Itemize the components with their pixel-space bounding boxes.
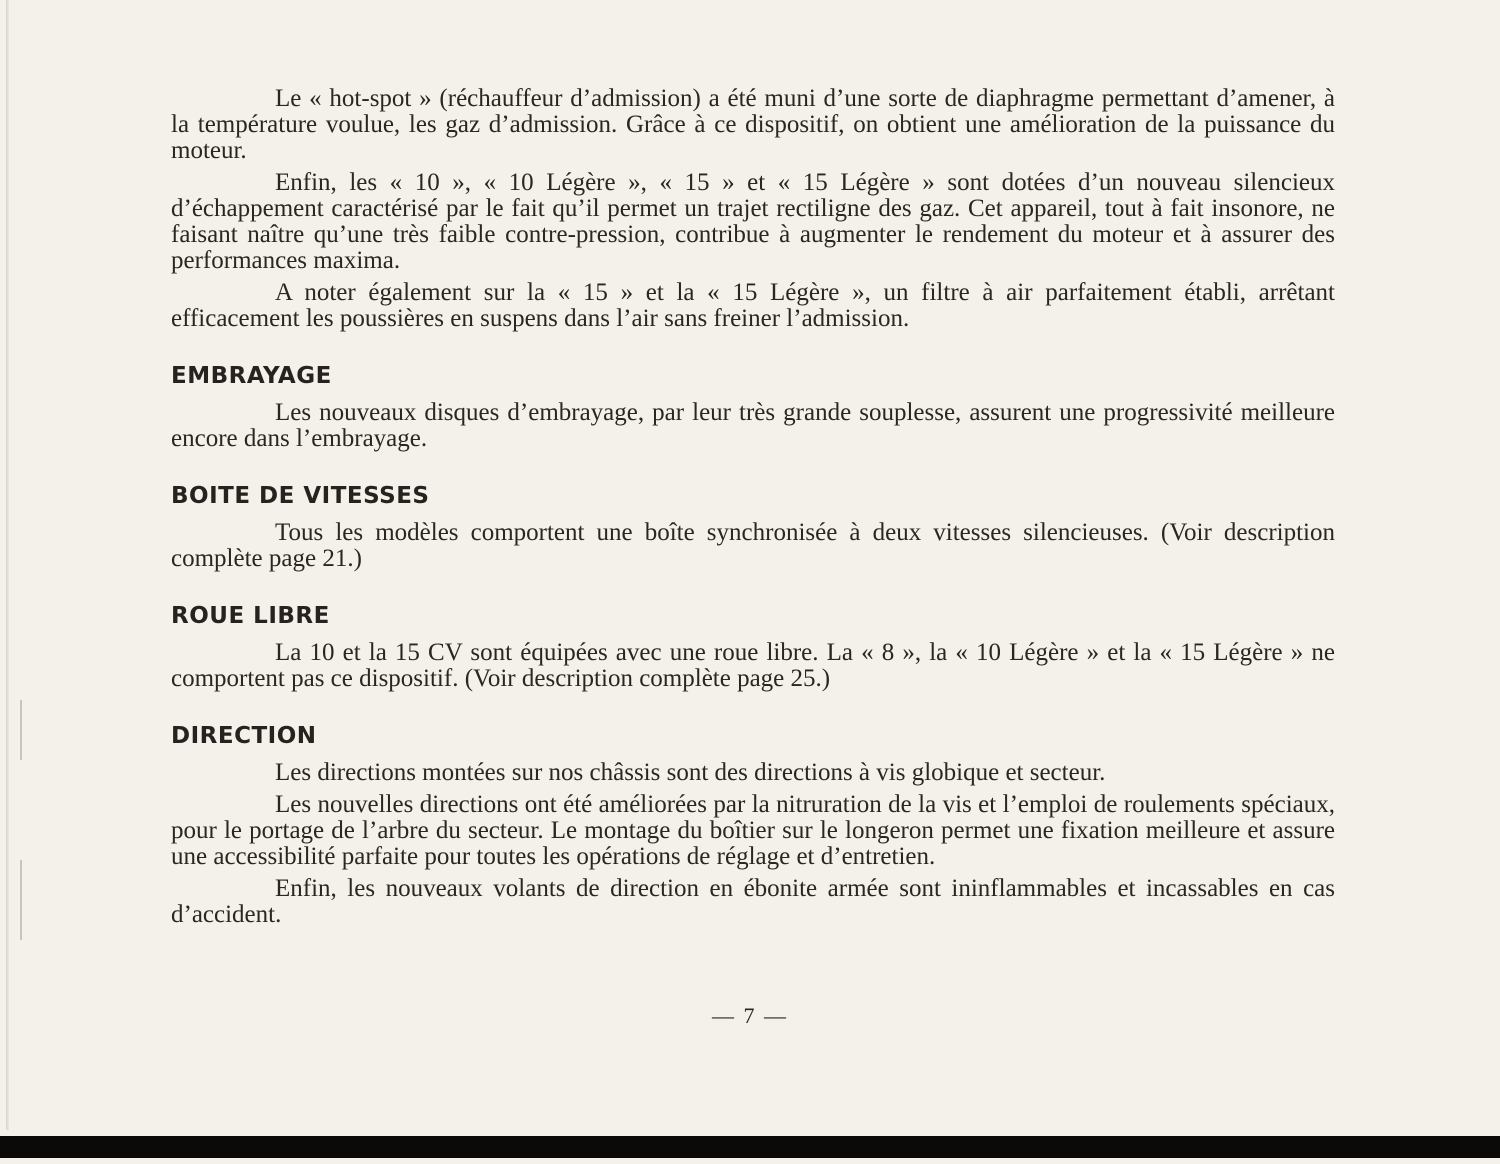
- body-paragraph: La 10 et la 15 CV sont équipées avec une roue libre. La « 8 », la « 10 Légère » et la « 15 Légère » ne comportent pas ce dispositif. (Voir description complète page 25.): [171, 639, 1335, 692]
- body-paragraph: Le « hot-spot » (réchauffeur d’admission) a été muni d’une sorte de diaphragme permettant d’amener, à la température voulue, les gaz d’admission. Grâce à ce dispositif, on obtient une amélioration de la puissance du moteur.: [171, 85, 1335, 164]
- section-direction: [171, 722, 1335, 928]
- body-paragraph: Enfin, les « 10 », « 10 Légère », « 15 » et « 15 Légère » sont dotées d’un nouveau silencieux d’échappement caractérisé par le fait qu’il permet un trajet rectiligne des gaz. Cet appareil, tout à fait insonore, ne faisant naître qu’une très faible contre-pression, contribue à augmenter le rendement du moteur et à assurer des performances maxima.: [171, 169, 1335, 274]
- body-paragraph: Les directions montées sur nos châssis sont des directions à vis globique et secteur.: [275, 759, 1106, 786]
- section-heading: DIRECTION: [171, 723, 317, 749]
- intro-section: [171, 86, 1335, 332]
- section-heading: ROUE LIBRE: [171, 603, 330, 629]
- section-heading: BOITE DE VITESSES: [171, 483, 430, 509]
- section-roue-libre: [171, 602, 1335, 692]
- page-binding-edge: [6, 0, 9, 1130]
- section-boite-de-vitesses: [171, 482, 1335, 572]
- section-heading: EMBRAYAGE: [171, 363, 332, 389]
- page-number: — 7 —: [712, 1003, 788, 1028]
- body-paragraph: Enfin, les nouveaux volants de direction en ébonite armée sont ininflammables et incassables en cas d’accident.: [171, 875, 1335, 928]
- body-paragraph: A noter également sur la « 15 » et la « 15 Légère », un filtre à air parfaitement établi, arrêtant efficacement les poussières en suspens dans l’air sans freiner l’admission.: [171, 279, 1335, 332]
- body-paragraph: Tous les modèles comportent une boîte synchronisée à deux vitesses silencieuses. (Voir description complète page 21.): [171, 519, 1335, 572]
- scan-bottom-border: [0, 1136, 1500, 1158]
- page-edge-mark: [20, 860, 22, 940]
- page-edge-mark: [20, 700, 22, 760]
- body-paragraph: Les nouvelles directions ont été améliorées par la nitruration de la vis et l’emploi de roulements spéciaux, pour le portage de l’arbre du secteur. Le montage du boîtier sur le longeron permet une fixation meilleure et assure une accessibilité parfaite pour toutes les opérations de réglage et d’entretien.: [171, 791, 1335, 870]
- page-content: [171, 86, 1335, 928]
- section-embrayage: [171, 362, 1335, 452]
- body-paragraph: Les nouveaux disques d’embrayage, par leur très grande souplesse, assurent une progressivité meilleure encore dans l’embrayage.: [171, 399, 1335, 452]
